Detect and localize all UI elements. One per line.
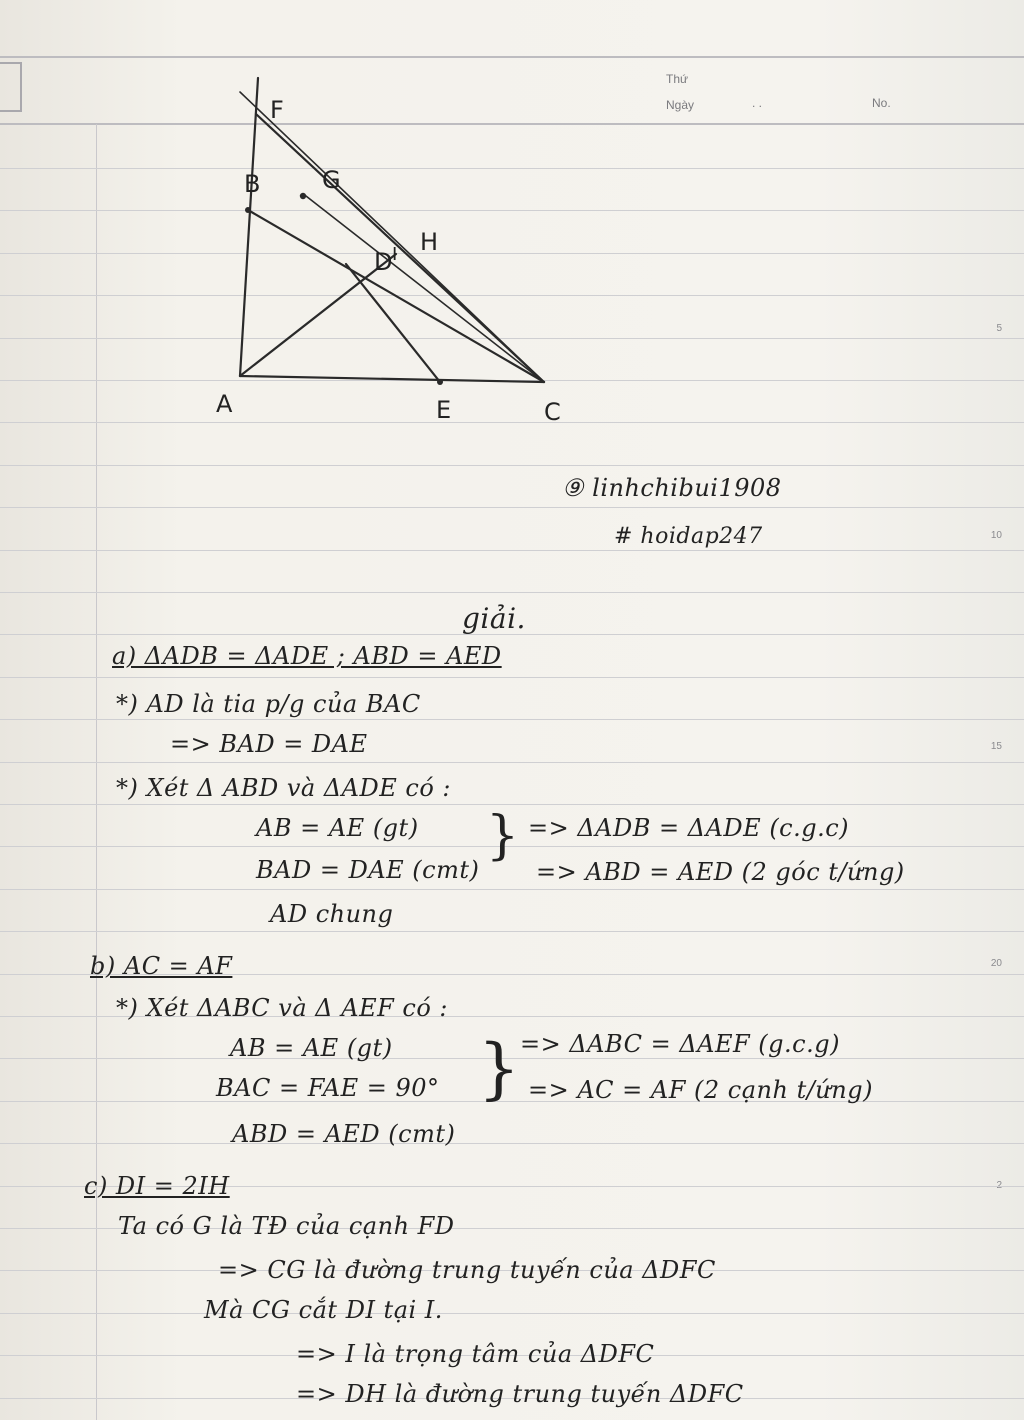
geometry-figure [0,0,1024,440]
part-a-step2: *) Xét Δ ABD và ΔADE có : [116,774,452,802]
ruled-line [0,1313,1024,1314]
ruled-line [0,889,1024,890]
page-number-5: 5 [996,323,1002,334]
label-B: B [244,170,261,198]
ruled-line [0,592,1024,593]
credit-author: ⑨ linhchibui1908 [562,474,782,502]
line-AF [240,78,261,376]
part-b-cond2: BAC = FAE = 90° [216,1074,440,1102]
line-AD [240,254,396,376]
label-A: A [216,390,233,418]
label-E: E [436,396,452,424]
page-number-10: 10 [990,530,1002,541]
line-AC [240,376,544,382]
line-FH [240,92,544,382]
part-a-step1: *) AD là tia p/g của BAC [116,690,421,718]
header-date-dots: . . [752,96,763,110]
part-a-result1: => ΔADB = ΔADE (c.g.c) [528,814,850,842]
ruled-line [0,719,1024,720]
part-c-step3: Mà CG cắt DI tại I. [204,1296,443,1324]
ruled-line [0,1143,1024,1144]
part-c-step4: => I là trọng tâm của ΔDFC [296,1340,655,1368]
line-DE [346,264,440,382]
point-G-dot [300,193,306,199]
part-c-step1: Ta có G là TĐ của cạnh FD [118,1212,455,1240]
part-b-claim: b) AC = AF [90,952,233,980]
ruled-line [0,507,1024,508]
label-D: D [374,248,393,276]
part-a-claim: a) ΔADB = ΔADE ; ABD = AED [112,642,502,670]
ruled-line [0,550,1024,551]
page-number-20: 20 [990,958,1002,969]
label-I: I [392,244,398,265]
header-ngay-label: Ngày [666,98,695,112]
ruled-line [0,931,1024,932]
header-no-label: No. [872,96,891,110]
point-E-dot [437,379,443,385]
part-b-result1: => ΔABC = ΔAEF (g.c.g) [520,1030,840,1058]
part-b-cond3: ABD = AED (cmt) [232,1120,456,1148]
heading-giai: giải. [462,602,526,635]
line-BC [248,210,544,382]
part-a-cond2: BAD = DAE (cmt) [256,856,480,884]
part-b-step1: *) Xét ΔABC và Δ AEF có : [116,994,448,1022]
label-F: F [270,96,284,124]
ruled-line [0,804,1024,805]
ruled-line [0,762,1024,763]
part-a-cond1: AB = AE (gt) [256,814,419,842]
part-c-step5: => DH là đường trung tuyến ΔDFC [296,1380,744,1408]
part-b-result2: => AC = AF (2 cạnh t/ứng) [528,1076,873,1104]
label-H: H [420,228,439,256]
part-a-result2: => ABD = AED (2 góc t/ứng) [536,858,905,886]
part-c-step2: => CG là đường trung tuyến của ΔDFC [218,1256,716,1284]
point-B-dot [245,207,251,213]
page-number-15: 15 [990,741,1002,752]
part-a-step1-result: => BAD = DAE [170,730,368,758]
ruled-line [0,677,1024,678]
credit-tag: # hoidap247 [614,524,763,549]
part-a-brace: } [486,806,520,866]
label-C: C [544,398,561,426]
ruled-line [0,465,1024,466]
part-b-cond1: AB = AE (gt) [230,1034,393,1062]
part-c-claim: c) DI = 2IH [84,1172,230,1200]
label-G: G [322,166,341,194]
line-GC [306,196,544,382]
part-b-brace: } [478,1030,521,1107]
header-thu-label: Thứ [666,72,689,86]
part-a-cond3: AD chung [270,900,394,928]
